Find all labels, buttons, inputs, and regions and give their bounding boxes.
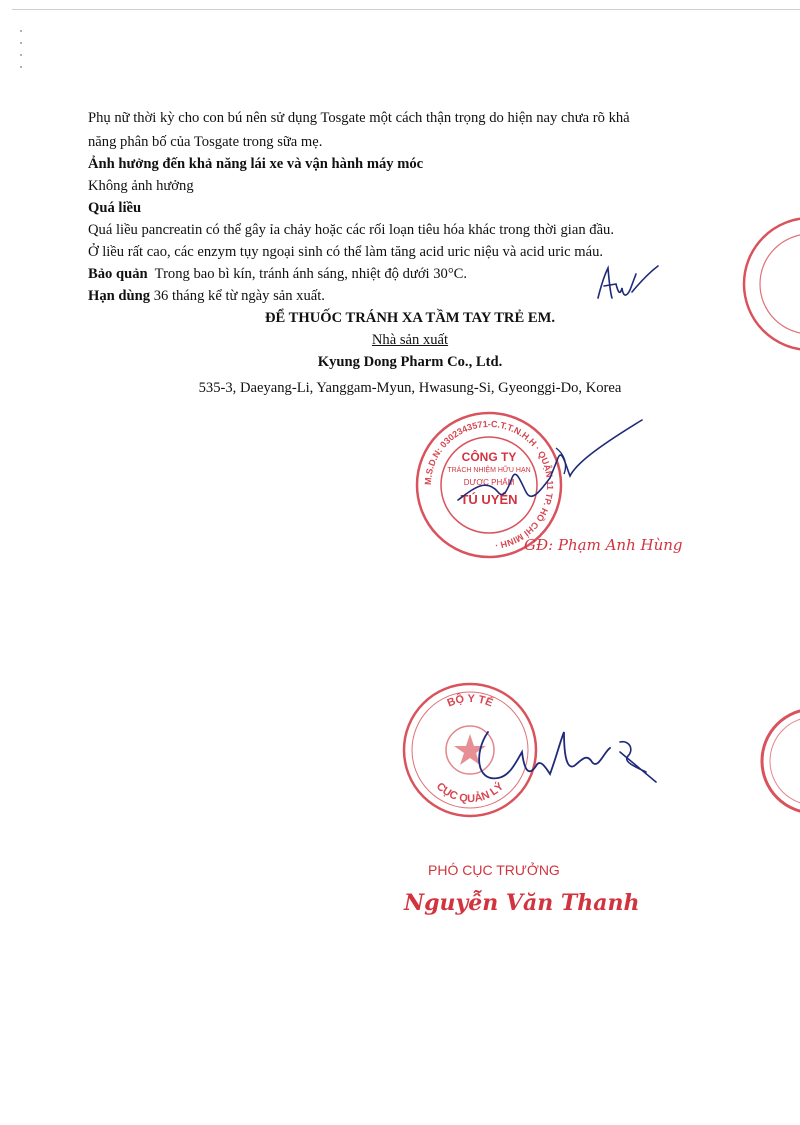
company-stamp-line-4: TÚ UYÊN xyxy=(460,492,518,507)
page-top-edge xyxy=(12,9,800,10)
partial-stamp-bottom xyxy=(734,706,800,816)
director-signature xyxy=(446,418,646,518)
overdose-text-line-2: Ở liều rất cao, các enzym tụy ngoại sinh có thể làm tăng acid uric niệu và acid uric máu. xyxy=(88,244,604,260)
company-stamp-line-3: DƯỢC PHẨM xyxy=(463,478,515,487)
initial-signature xyxy=(592,262,662,306)
overdose-heading: Quá liều xyxy=(88,200,142,216)
company-stamp-ring-text: M.S.D.N: 0302343571-C.T.T.N.H.H · QUẬN 11 TP. HỒ CHÍ MINH · xyxy=(422,418,556,551)
storage-label: Bảo quản xyxy=(88,266,148,282)
storage-line xyxy=(88,264,467,284)
company-stamp-line-1: CÔNG TY xyxy=(461,450,517,464)
expiry-label: Hạn dùng xyxy=(88,288,151,304)
company-stamp-line-2: TRÁCH NHIỆM HỮU HẠN xyxy=(447,467,531,474)
overdose-text-line-1: Quá liều pancreatin có thể gây ỉa chảy hoặc các rối loạn tiêu hóa khác trong thời gian đầu. xyxy=(88,222,614,238)
expiry-line xyxy=(88,286,325,306)
driving-heading: Ảnh hưởng đến khả năng lái xe và vận hành máy móc xyxy=(88,156,424,172)
scan-specks xyxy=(20,30,26,70)
expiry-text: 36 tháng kể từ ngày sản xuất. xyxy=(153,288,325,304)
deputy-name: Nguyễn Văn Thanh xyxy=(404,890,640,916)
manufacturer-name: Kyung Dong Pharm Co., Ltd. xyxy=(317,354,503,370)
ministry-stamp-bottom-text: CỤC QUẢN LÝ xyxy=(433,780,507,806)
storage-text: Trong bao bì kín, tránh ánh sáng, nhiệt độ dưới 30°C. xyxy=(154,266,468,282)
partial-stamp-top xyxy=(720,214,800,354)
manufacturer-label: Nhà sản xuất xyxy=(371,332,449,348)
breastfeeding-text-line-2: năng phân bố của Tosgate trong sữa mẹ. xyxy=(88,134,323,150)
driving-text: Không ảnh hưởng xyxy=(88,178,194,194)
ministry-stamp-top-text: BỘ Y TẾ xyxy=(445,692,495,710)
director-caption: GĐ: Phạm Anh Hùng xyxy=(524,536,683,554)
manufacturer-label-wrap xyxy=(0,330,800,350)
manufacturer-address: 535-3, Daeyang-Li, Yanggam-Myun, Hwasung-Si, Gyeonggi-Do, Korea xyxy=(198,380,622,396)
deputy-signature xyxy=(470,722,660,802)
deputy-title: PHÓ CỤC TRƯỞNG xyxy=(428,862,560,878)
child-warning: ĐỂ THUỐC TRÁNH XA TẦM TAY TRẺ EM. xyxy=(264,310,556,326)
breastfeeding-text-line-1: Phụ nữ thời kỳ cho con bú nên sử dụng Tosgate một cách thận trọng do hiện nay chưa rõ khả xyxy=(88,110,630,126)
